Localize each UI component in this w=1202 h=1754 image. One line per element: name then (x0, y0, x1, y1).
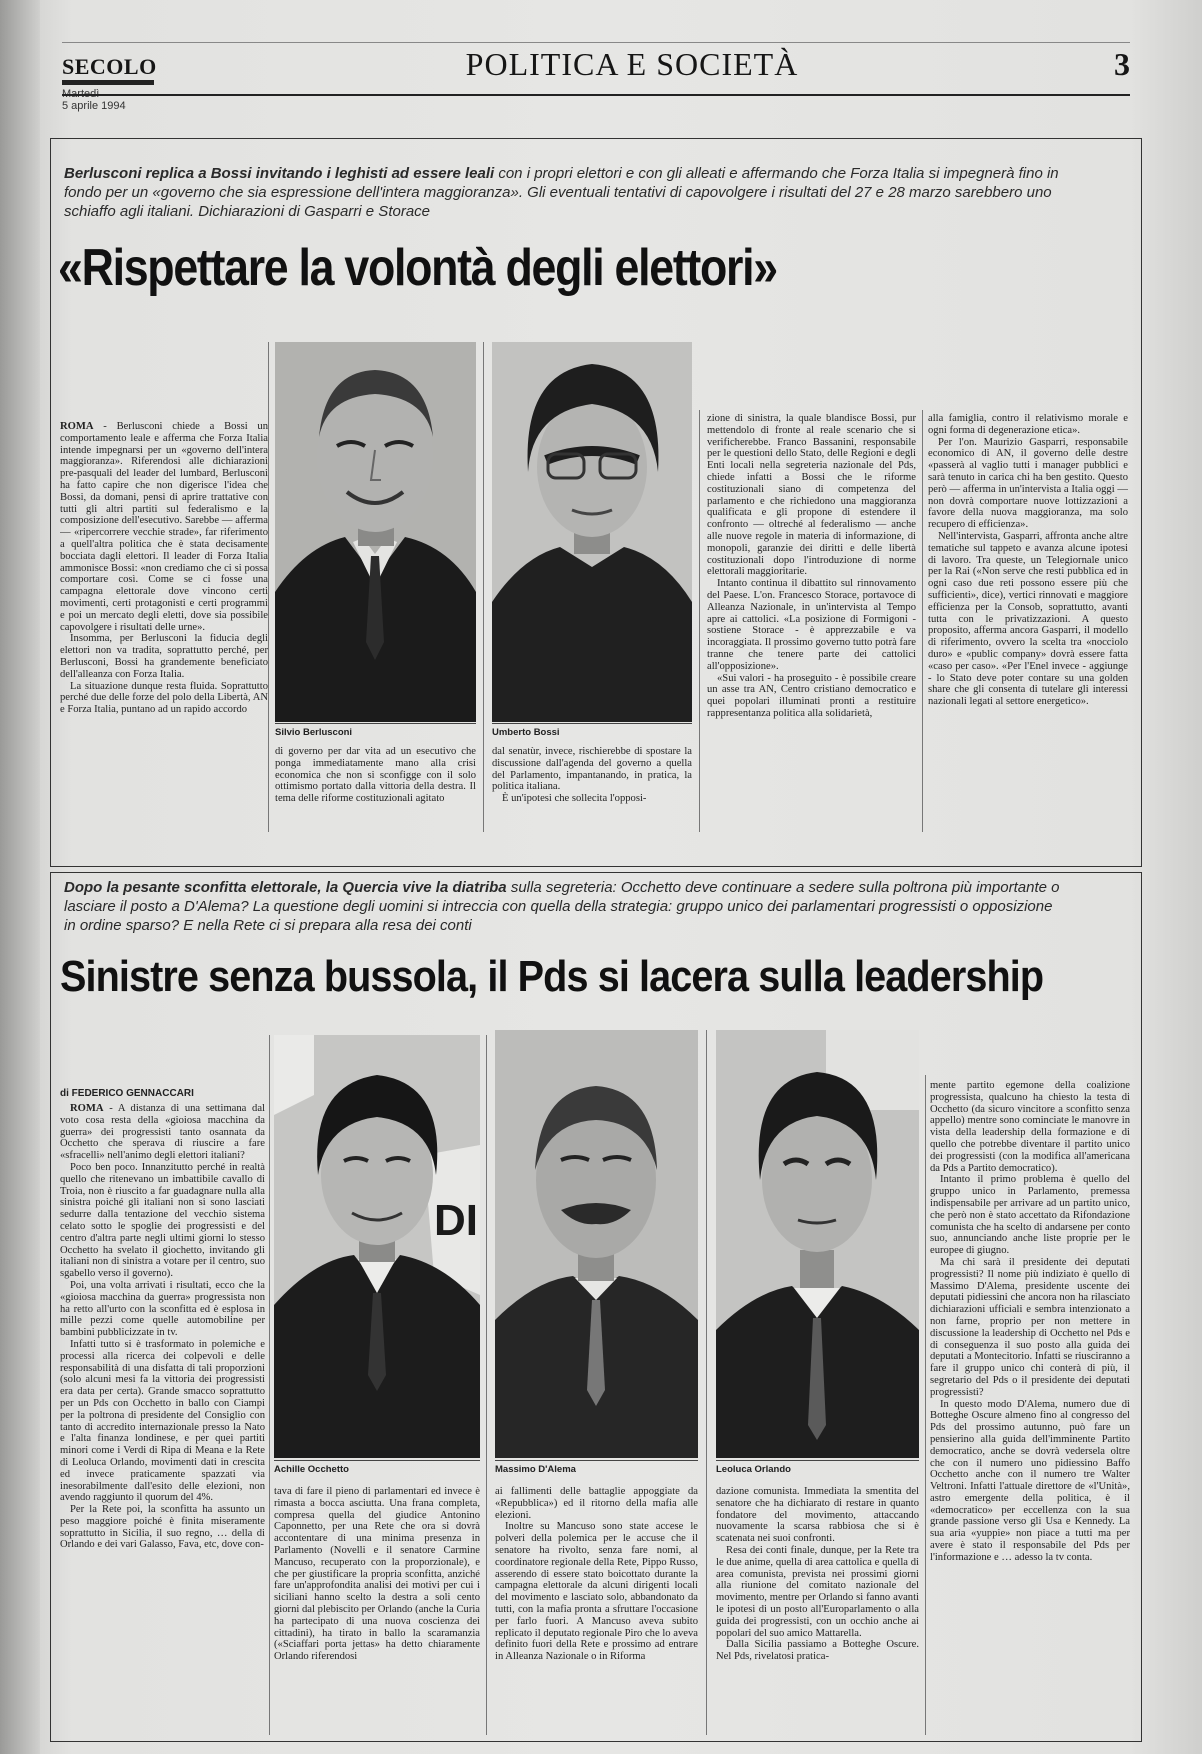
photo-leoluca-orlando (716, 1030, 919, 1458)
caption-rule (492, 723, 692, 724)
paragraph: alla famiglia, contro il relativismo morale e ogni forma di degenerazione etica». (928, 413, 1128, 436)
paragraph: «Sui valori - ha proseguito - è possibile creare un asse tra AN, Centro cristiano democratico e quei popolari illuminati pronti a restituire rappresentanza politica alla solidarietà, (707, 672, 916, 719)
article1-kicker (64, 164, 1064, 221)
byline: di FEDERICO GENNACCARI (60, 1088, 194, 1099)
issue-date (62, 88, 126, 112)
paragraph: Insomma, per Berlusconi la fiducia degli elettori non va tradita, soprattutto perché, per Berlusconi, Bossi ha grandemente beneficiato dell'alleanza con Forza Italia. (60, 633, 268, 680)
paragraph: Per l'on. Maurizio Gasparri, responsabile economico di AN, il governo delle destre «passerà al vaglio tutti i manager pubblici e sarà tenuto in carica chi ha ben gestito. Questo però — afferma in un'intervista a Italia oggi — non dovrà comportare nuove lottizzazioni a favore della nuova maggioranza, ma solo recupero di efficienza». (928, 436, 1128, 531)
caption-rule (274, 1460, 480, 1461)
article2-column-3 (495, 1486, 698, 1732)
photo-umberto-bossi (492, 342, 692, 722)
article1-headline: «Rispettare la volontà degli elettori» (58, 239, 777, 297)
paragraph: Nell'intervista, Gasparri, affronta anche altre tematiche sul tappeto e avanza alcune ipotesi di lavoro. Tra queste, un Telegiornale unico per la Rai («Non serve che resti pubblica ed in ogni caso due reti possono essere più che sufficienti», dice), vertici rinnovati e maggiore efficienza per la Consob, soprattutto, avanti tutta con le privatizzazioni. A questo proposito, afferma ancora Gasparri, il modello di riferimento, ovvero la scelta tra «nocciolo duro» e «public company» dovrà essere fatta «caso per caso». «Per l'Enel invece - aggiunge - lo Stato deve poter contare su una golden share che gli consenta di tutelare gli interessi nazionali legati al settore energetico». (928, 530, 1128, 708)
paragraph: Poco ben poco. Innanzitutto perché in realtà quello che ritenevano un imbattibile cavallo di Troia, non è riuscito a far guadagnare nulla alla sinistra poiché gli italiani non si sono lasciati sedurre dalla tentazione del vecchio sistema celato sotto le spoglie dei progressisti e del centro d'altra parte negli ultimi giorni lo stesso Occhetto ha svelato il giochetto, invitando gli italiani non di sinistra a votare per il centro, suo sgabello verso il governo). (60, 1161, 265, 1280)
paragraph: Resa dei conti finale, dunque, per la Rete tra le due anime, quella di area cattolica e quella di area comunista, prevista nei prossimi giorni alla riunione del comitato nazionale del movimento, mentre per Orlando si fanno avanti le ipotesi di un posto all'Europarlamento o alla guida dei progressisti, con un occhio anche ai popolari del suo amico Mattarella. (716, 1544, 919, 1639)
masthead (62, 40, 1130, 120)
article1-column-3 (492, 746, 692, 834)
dateline: ROMA (70, 1103, 104, 1114)
column-rule (706, 1030, 707, 1735)
photo-caption-dalema: Massimo D'Alema (495, 1464, 576, 1475)
newspaper-logo: SECOLO (62, 54, 157, 79)
paragraph: È un'ipotesi che sollecita l'opposi- (502, 793, 647, 805)
paragraph: - A distanza di una settimana dal voto cosa resta della «gioiosa macchina da guerra» dei progressisti tanto osannata da Occhetto che sperava di riuscire a fare «sfracelli» nell'animo degli elettori italiani? (60, 1103, 265, 1162)
article1-column-4 (707, 413, 916, 833)
article2-column-4 (716, 1486, 919, 1732)
column-rule (925, 1075, 926, 1735)
article1-column-1 (60, 421, 268, 833)
photo-caption-berlusconi: Silvio Berlusconi (275, 727, 353, 738)
caption-rule (495, 1460, 698, 1461)
paragraph: Dalla Sicilia passiamo a Botteghe Oscure. Nel Pds, rivelatosi pratica- (716, 1639, 919, 1663)
column-rule (486, 1035, 487, 1735)
column-rule (922, 410, 923, 832)
paragraph: ai fallimenti delle battaglie appoggiate da «Repubblica») ed il ritorno della mafia alle elezioni. (495, 1486, 698, 1521)
photo-massimo-dalema (495, 1030, 698, 1458)
dateline: ROMA (60, 421, 94, 432)
caption-rule (275, 723, 476, 724)
article2-headline: Sinistre senza bussola, il Pds si lacera sulla leadership (60, 952, 1044, 1001)
article2-kicker-rest: sulla segreteria: Occhetto deve continuare a sedere sulla poltrona più importante o lasciare il posto a D'Alema? La questione degli uomini si intreccia con quella della strategia: gruppo unico dei parlamentari progressisti o opposizione in ordine sparso? E nella Rete ci si prepara alla resa dei conti (64, 879, 1060, 934)
paragraph: Intanto continua il dibattito sul rinnovamento del Paese. L'on. Francesco Storace, portavoce di Alleanza Nazionale, in un'intervista al Tempo apre ai cattolici. «La posizione di Formigoni - sostiene Storace - è apprezzabile e va incoraggiata. Il prossimo governo tutto potrà fare tranne che tenere parte dei cattolici all'opposizione». (707, 578, 916, 672)
photo-caption-orlando: Leoluca Orlando (716, 1464, 791, 1475)
article1-kicker-bold: Berlusconi replica a Bossi invitando i leghisti ad essere leali (64, 165, 495, 182)
article2-column-1 (60, 1088, 265, 1732)
article2-column-5 (930, 1080, 1130, 1732)
paragraph: dazione comunista. Immediata la smentita del senatore che ha dichiarato di restare in quanto fondatore del movimento, attaccando nuovamente la scarsa rabbiosa che si è scatenata nei suoi confronti. (716, 1486, 919, 1545)
paragraph: In questo modo D'Alema, numero due di Botteghe Oscure almeno fino al congresso del Pds del prossimo autunno, può fare un pensierino alla guida dell'imminente Partito democratico, anche se dovrà vedersela oltre che con il numero uno pidiessino Baffo Occhetto anche con il numero tre Walter Veltroni. Infatti l'attuale direttore de «l'Unità», astro emergente della politica, è il «democratico» per eccellenza con la sua grande passione verso gli Usa e Kennedy. La sua aria «yuppie» non piace a tutti ma per avere è stato il responsabile del Pds per l'informazione e … adesso la tv conta. (930, 1398, 1130, 1563)
paragraph: Infatti tutto si è trasformato in polemiche e processi alla ricerca dei colpevoli e delle responsabilità di una disfatta di tali proporzioni (solo alcuni mesi fa la vittoria dei progressisti era data per certa). Grande smacco soprattutto per un Pds con Occhetto in ballo con Ciampi per la poltrona di presidente del Consiglio con tanto di accredito internazionale presso la Nato e l'alta finanza londinese, e per quei partiti minori come i Verdi di Ripa di Meana e la Rete di Leoluca Orlando, movimenti dati in crescita ed invece praticamente spazzati via inesorabilmente dall'esito delle elezioni, non avendo raggiunto il quorum del 4%. (60, 1338, 265, 1504)
svg-text:DI: DI (434, 1196, 478, 1245)
article2-kicker-bold: Dopo la pesante sconfitta elettorale, la Quercia vive la diatriba (64, 879, 507, 896)
paragraph: di governo per dar vita ad un esecutivo che ponga immediatamente mano alla crisi economica che non si sconfigge con il solo ottimismo portato dalla vittoria della destra. Il tema delle riforme costituzionali agitato (275, 746, 476, 805)
article1-column-5 (928, 413, 1128, 833)
paragraph: - Berlusconi chiede a Bossi un comportamento leale e afferma che Forza Italia intende impegnarsi per un «governo dell'intera maggioranza». Riferendosi alle dichiarazioni pre-pasquali del leader del lumbard, Berlusconi ha fatto capire che non digerisce l'idea che Bossi, da domani, pensi di aprire trattative con tutti gli altri partiti sul federalismo e la composizione dell'esecutivo. Sarebbe — afferma — «ripercorrere vecchie strade», far riferimento a quell'altra politica che è stata decisamente bocciata dagli elettori. Il leader di Forza Italia ammonisce Bossi: «non crediamo che ci si possa comportare così. Come se ci fosse una campagna elettorale dove vincono certi movimenti, certi protagonisti e certi programmi e poi un mercato degli eletti, dove sia possibile capovolgere i risultati delle urne». (60, 421, 268, 633)
article1-column-2 (275, 746, 476, 834)
paragraph: Ma chi sarà il presidente dei deputati progressisti? Il nome più indiziato è quello di Massimo D'Alema, presidente uscente dei deputati pidiessini che ancora non ha rilasciato dichiarazioni ufficiali e sembra intenzionato a non farne, proprio per non mettere in discussione la leadership di Occhetto nel Pds e di conseguenza il suo posto alla guida dei deputati a Montecitorio. Infatti se riusciranno a fare il gruppo unico chi conterà di più, il segretario del Pds o il presidente dei deputati progressisti? (930, 1256, 1130, 1398)
section-title: POLITICA E SOCIETÀ (465, 46, 799, 82)
article2-kicker (64, 878, 1064, 935)
article2-column-2 (274, 1486, 480, 1732)
photo-silvio-berlusconi (275, 342, 476, 722)
issue-weekday: Martedì (62, 88, 100, 100)
paragraph: zione di sinistra, la quale blandisce Bossi, pur mettendolo di fronte al reale scenario che si verificherebbe. Franco Bassanini, responsabile per le questioni dello Stato, delle Regioni e degli Enti locali nella segreteria nazionale del Pds, chiede infatti a Bossi che le riforme costituzionali siano di competenza del parlamento e che richiedono una maggioranza qualificata e gli propone di estendere il confronto — oltreché al federalismo — anche alle nuove regole in materia di informazione, di monopoli, garanzie dei diritti e delle libertà costituzionali dopo l'introduzione di norme elettorali maggioritarie. (707, 413, 916, 578)
paragraph: Per la Rete poi, la sconfitta ha assunto un peso maggiore poiché è finita miseramente soprattutto in Sicilia, il suo regno, … della di Orlando e dei vari Galasso, Fava, etc, dove con- (60, 1504, 265, 1551)
column-rule (269, 1035, 270, 1735)
article1-kicker-rest: con i propri elettori e con gli alleati e affermando che Forza Italia si impegnerà fino in fondo per un «governo che sia espressione dell'intera maggioranza». Gli eventuali tentativi di capovolgere i risultati del 27 e 28 marzo sarebbero uno schiaffo agli italiani. Dichiarazioni di Gasparri e Storace (64, 165, 1059, 220)
logo-underline (62, 80, 154, 85)
photo-caption-bossi: Umberto Bossi (492, 727, 560, 738)
photo-caption-occhetto: Achille Occhetto (274, 1464, 349, 1475)
column-rule (699, 410, 700, 832)
paragraph: mente partito egemone della coalizione progressista, qualcuno ha chiesto la testa di Occhetto (da sicuro vincitore a sconfitto senza appello) mentre sono cominciate le manovre in vista della leadership della formazione e di quello che potrebbe diventare il partito unico dei progressisti (con la modifica all'americana da Pds a Partito democratico). (930, 1080, 1130, 1174)
photo-achille-occhetto (274, 1035, 480, 1458)
paragraph: Poi, una volta arrivati i risultati, ecco che la «gioiosa macchina da guerra» progressista non ha retto all'urto con la sconfitta ed è esplosa in mille pezzi come quelle automobiline per bambini pubblicizzate in tv. (60, 1279, 265, 1339)
column-rule (483, 342, 484, 832)
issue-full-date: 5 aprile 1994 (62, 100, 126, 112)
page-number: 3 (1114, 46, 1130, 82)
paragraph: dal senatùr, invece, rischierebbe di spostare la discussione dall'agenda del governo a quella del Parlamento, impantanando, in pratica, la politica italiana. (492, 746, 692, 793)
masthead-rule (62, 94, 1130, 96)
caption-rule (716, 1460, 919, 1461)
paragraph: Inoltre su Mancuso sono state accese le polveri della polemica per le accuse che il senatore ha rivolto, senza fare nomi, al coordinatore regionale della Rete, Pippo Russo, asserendo di essere stato boicottato durante la campagna elettorale da alcuni dirigenti locali del movimento e lasciato solo, abbandonato da tutti, con la mafia pronta a sfruttare l'occasione per farlo fuori. A Mancuso aveva subito replicato il deputato regionale Piro che lo aveva definito fuori della Rete e prossimo ad entrare in Alleanza Nazionale o in Riforma (495, 1521, 698, 1663)
column-rule (268, 342, 269, 832)
paragraph: Intanto il primo problema è quello del gruppo unico in Parlamento, premessa indispensabile per arrivare ad un partito unico, che però non è stato accettato da Rifondazione comunista che ha scelto di andarsene per conto suo, annunciando anche liste proprie per le europee di giugno. (930, 1174, 1130, 1257)
paragraph: La situazione dunque resta fluida. Soprattutto perché due delle forze del polo della Libertà, AN e Forza Italia, puntano ad un rapido accordo (60, 680, 268, 716)
page-fold-shadow (0, 0, 40, 1754)
paragraph: tava di fare il pieno di parlamentari ed invece è rimasta a bocca asciutta. Una frana completa, compresa quella del giudice Antonino Caponnetto, per una Rete che ora si dovrà accontentare di una minima presenza in Parlamento (Novelli e il senatore Carmine Mancuso, recuperato con la proporzionale), e che per giustificare la propria sconfitta, anziché fare un'approfondita analisi dei motivi per cui i siciliani hanno scelto la destra a soli cento giorni dal plebiscito per Orlando (anche la Curia ha partecipato di una nuova coscienza dei cittadini), ha tirato in ballo la scaramanzia («Sciaffari porta jettas» ha detto chiaramente Orlando riferendosi (274, 1486, 480, 1663)
